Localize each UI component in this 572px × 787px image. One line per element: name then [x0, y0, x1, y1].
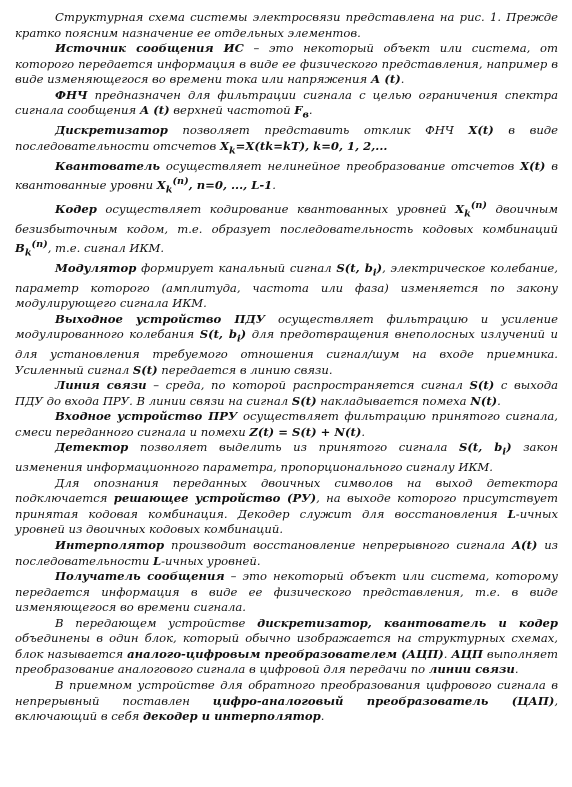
paragraph-quantizer: Квантователь осуществляет нелинейное преобразование отсчетов X(t) в квантованные уровни $X_k^{(n)}$, n=0, ..., L-1.	[15, 158, 558, 196]
paragraph-source: Источник сообщения ИС – это некоторый объект или система, от которого передается информация в виде ее физического представления, например в виде изменяющегося во времени тока или напряжения А (t).	[15, 41, 558, 87]
paragraph-modulator: Модулятор формирует канальный сигнал S(t, $b_i$), электрическое колебание, параметр которого (амплитуда, частота или фаза) изменяется по закону модулирующего сигнала ИКМ.	[15, 260, 558, 311]
paragraph-output-device: Выходное устройство ПДУ осуществляет фильтрацию и усиление модулированного колебания S(t, $b_i$) для предотвращения внеполосных излучений и для установления требуемого отношения сигнал/шум на входе приемника. Усиленный сигнал S(t) передается в линию связи.	[15, 311, 558, 377]
paragraph-interpolator: Интерполятор производит восстановление непрерывного сигнала A(t) из последовательности L-ичных уровней.	[15, 538, 558, 568]
paragraph-input-device: Входное устройство ПРУ осуществляет фильтрацию принятого сигнала, смеси переданного сигнала и помехи Z(t) = S(t) + N(t).	[15, 409, 558, 439]
paragraph-receiver: Получатель сообщения – это некоторый объект или система, которому передается информация в виде ее физического представления, т.е. в виде изменяющегося во времени сигнала.	[15, 569, 558, 615]
paragraph-decision-device: Для опознания переданных двоичных символов на выход детектора подключается решающее устройство (РУ), на выходе которого присутствует принятая кодовая комбинация. Декодер служит для восстановления L-ичных уровней из двоичных кодовых комбинаций.	[15, 475, 558, 537]
paragraph-coder: Кодер осуществляет кодирование квантованных уровней $X_k^{(n)}$ двоичным безизбыточным кодом, т.е. образует последовательность кодовых комбинаций $B_k^{(n)}$, т.е. сигнал ИКМ.	[15, 199, 558, 259]
paragraph-lpf: ФНЧ предназначен для фильтрации сигнала с целью ограничения спектра сигнала сообщения А (t) верхней частотой $F_в$.	[15, 87, 558, 121]
paragraph-link: Линия связи – среда, по которой распространяется сигнал S(t) с выхода ПДУ до входа ПРУ. В линии связи на сигнал S(t) накладывается помеха N(t).	[15, 378, 558, 408]
paragraph-dac: В приемном устройстве для обратного преобразования цифрового сигнала в непрерывный поставлен цифро-аналоговый преобразователь (ЦАП), включающий в себя декодер и интерполятор.	[15, 677, 558, 724]
paragraph-sampler: Дискретизатор позволяет представить отклик ФНЧ X(t) в виде последовательности отсчетов $X_k=X(tk=kT)$, k=0, 1, 2,...	[15, 123, 558, 156]
paragraph-adc: В передающем устройстве дискретизатор, квантователь и кодер объединены в один блок, который обычно изображается на структурных схемах, блок называется аналого-цифровым преобразователем (АЦП). АЦП выполняет преобразование аналогового сигнала в цифровой для передачи по линии связи.	[15, 615, 559, 677]
paragraph-intro: Структурная схема системы электросвязи представлена на рис. 1. Прежде кратко поясним назначение ее отдельных элементов.	[15, 10, 558, 40]
paragraph-detector: Детектор позволяет выделить из принятого сигнала S(t, $b_i$) закон изменения информационного параметра, пропорционального сигналу ИКМ.	[15, 440, 558, 475]
